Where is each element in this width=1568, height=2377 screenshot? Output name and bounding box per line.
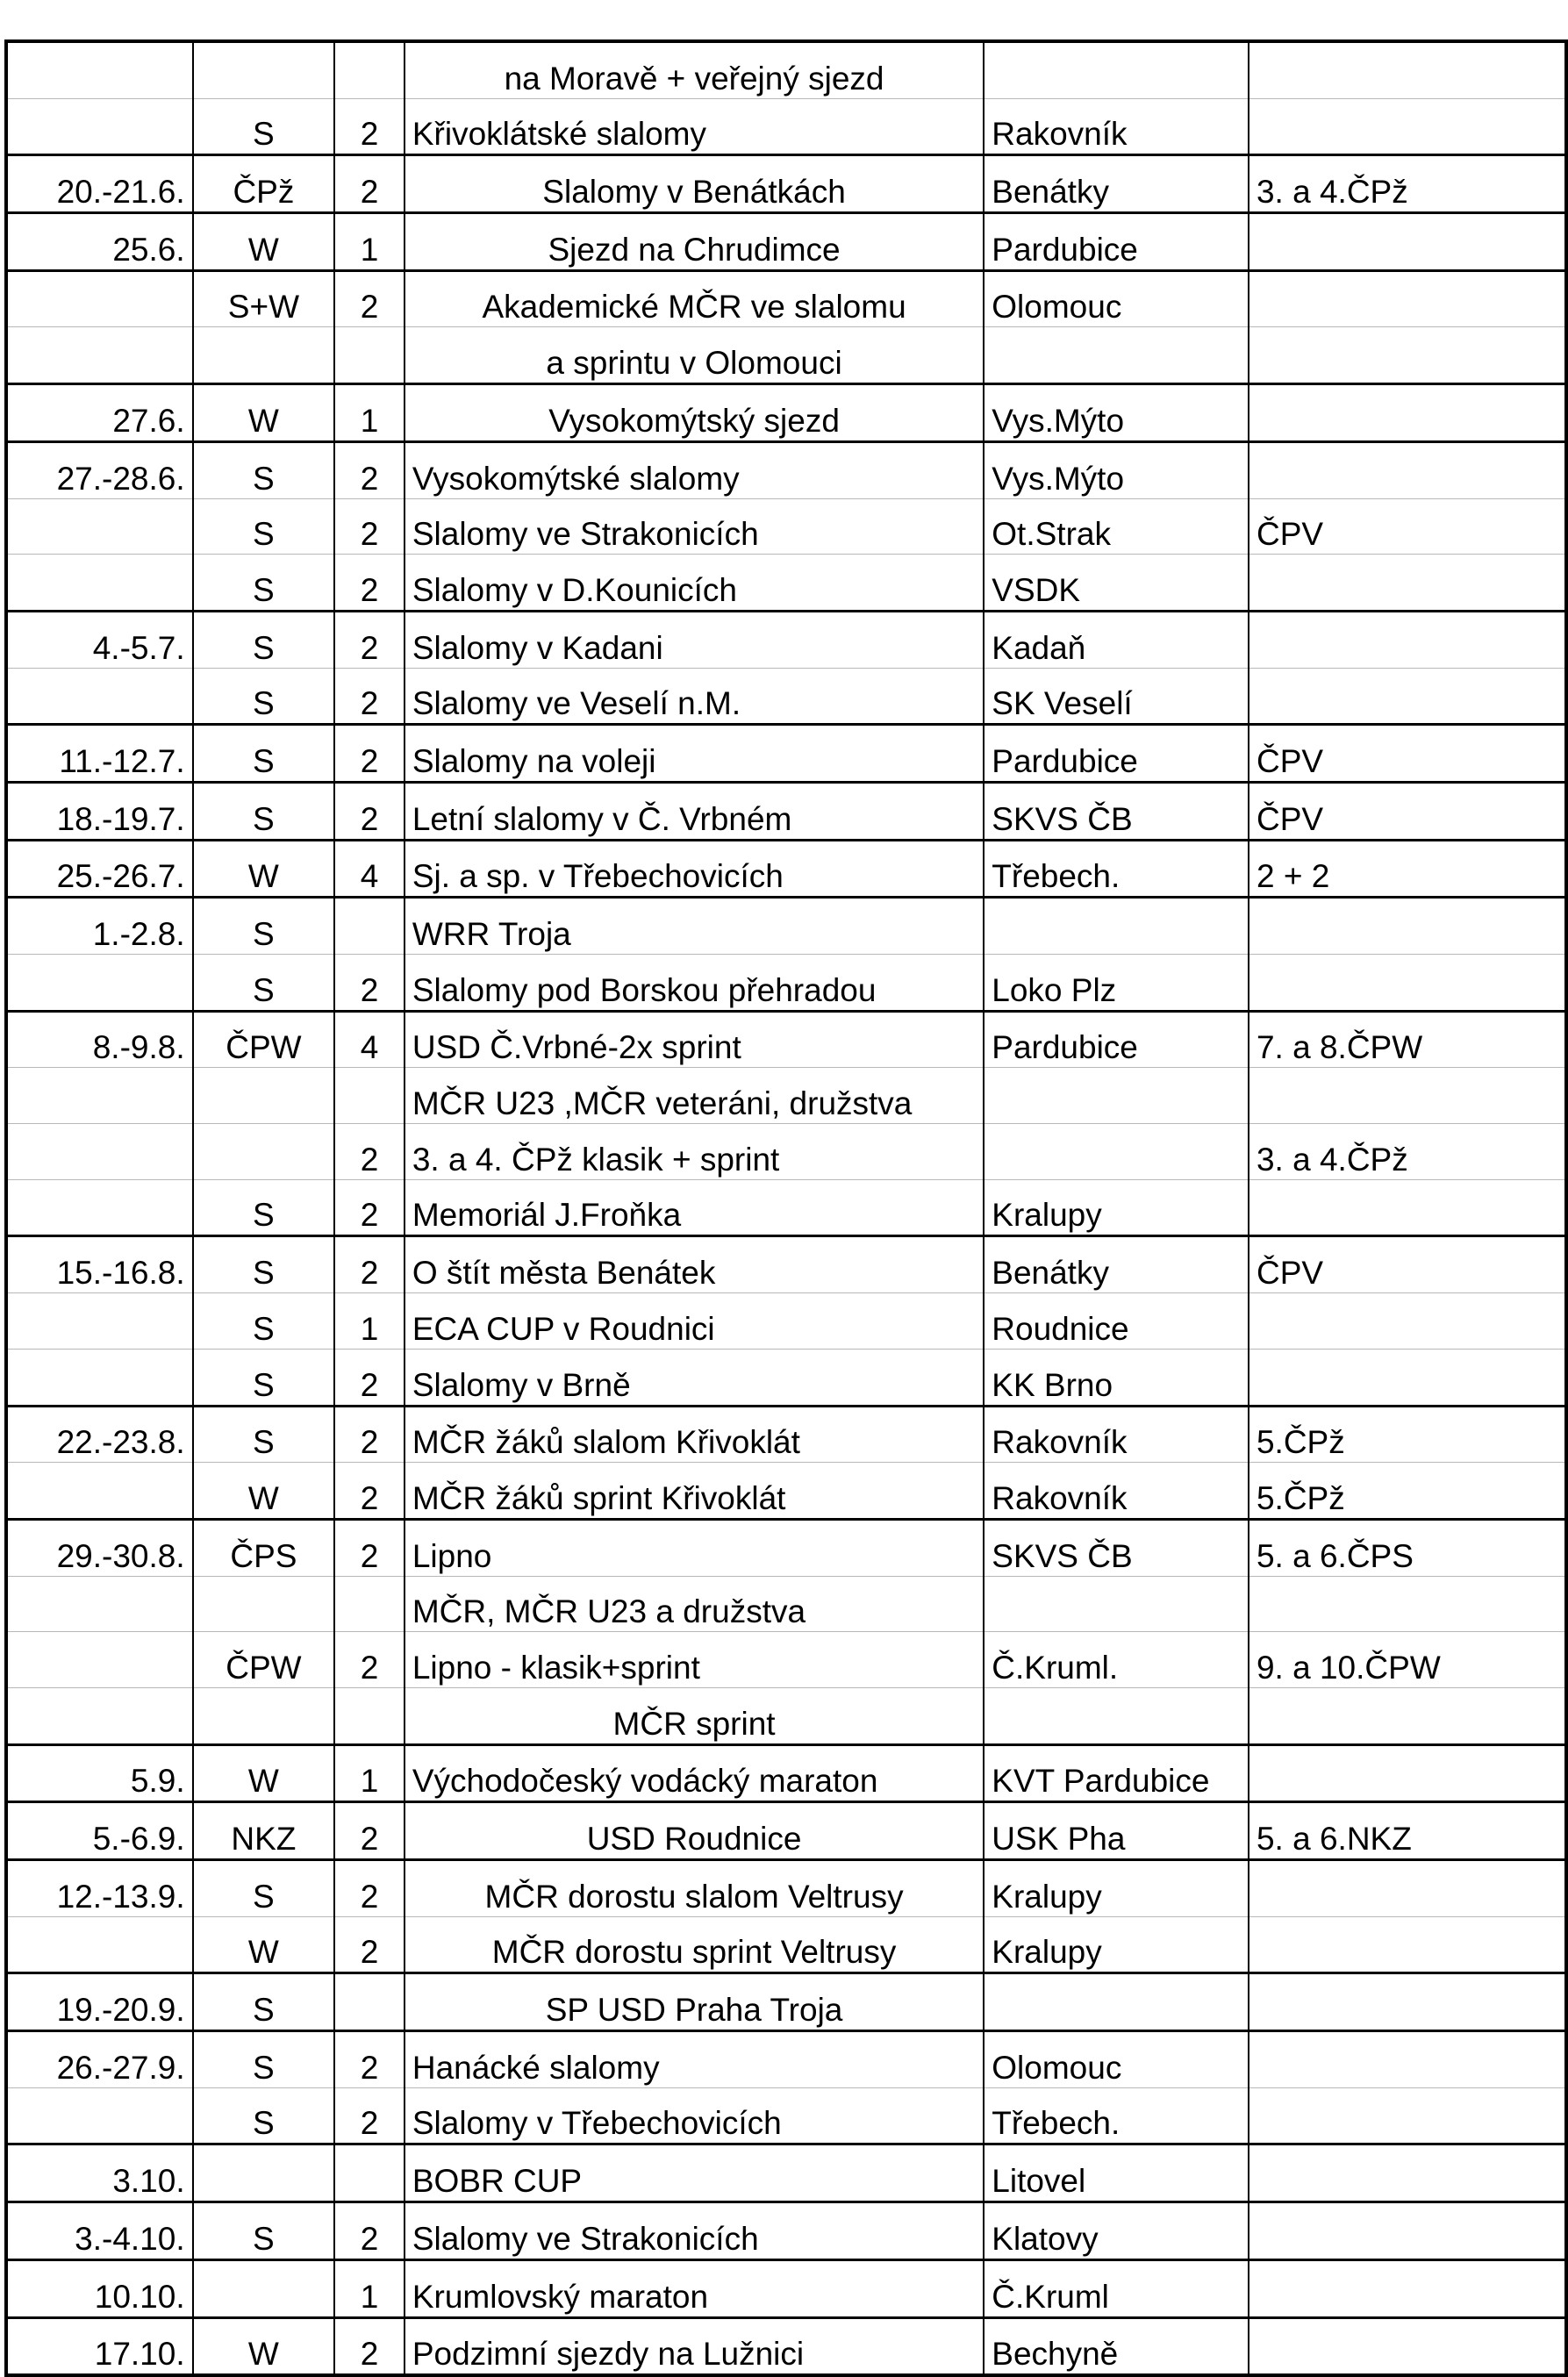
event-name: Slalomy v Benátkách	[405, 155, 984, 213]
event-note	[1249, 668, 1566, 725]
event-days	[334, 1687, 405, 1744]
event-name: USD Č.Vrbné-2x sprint	[405, 1011, 984, 1068]
event-place	[984, 1068, 1249, 1124]
table-row	[6, 955, 1566, 1012]
event-days: 2	[334, 498, 405, 555]
table-row	[6, 1860, 1566, 1917]
event-note	[1249, 611, 1566, 668]
event-place: Kralupy	[984, 1916, 1249, 1973]
event-name: Krumlovský maraton	[405, 2259, 984, 2317]
event-type: S	[193, 441, 335, 498]
event-place	[984, 898, 1249, 955]
event-type	[193, 1687, 335, 1744]
event-name: Slalomy pod Borskou přehradou	[405, 955, 984, 1012]
event-note	[1249, 41, 1566, 98]
event-name: Lipno	[405, 1519, 984, 1576]
event-days: 2	[334, 2087, 405, 2144]
event-type: S	[193, 1973, 335, 2031]
event-place: Třebech.	[984, 840, 1249, 898]
event-type: W	[193, 1916, 335, 1973]
table-row	[6, 898, 1566, 955]
event-date: 25.6.	[6, 213, 193, 271]
table-row	[6, 1916, 1566, 1973]
event-type: S	[193, 898, 335, 955]
event-days: 2	[334, 1860, 405, 1917]
event-type	[193, 1068, 335, 1124]
event-type: S	[193, 498, 335, 555]
event-name: MČR žáků sprint Křivoklát	[405, 1463, 984, 1520]
event-name: Slalomy na voleji	[405, 725, 984, 783]
event-date: 25.-26.7.	[6, 840, 193, 898]
event-name: Akademické MČR ve slalomu	[405, 270, 984, 327]
table-row	[6, 1687, 1566, 1744]
event-place: Č.Kruml	[984, 2259, 1249, 2317]
event-name: WRR Troja	[405, 898, 984, 955]
event-note: ČPV	[1249, 725, 1566, 783]
table-row	[6, 1124, 1566, 1180]
event-place	[984, 327, 1249, 384]
event-place	[984, 1687, 1249, 1744]
event-place: Vys.Mýto	[984, 384, 1249, 442]
table-row	[6, 555, 1566, 612]
event-note: 9. a 10.ČPW	[1249, 1632, 1566, 1688]
event-name: 3. a 4. ČPž klasik + sprint	[405, 1124, 984, 1180]
event-type: W	[193, 384, 335, 442]
event-note	[1249, 2317, 1566, 2375]
event-date: 22.-23.8.	[6, 1406, 193, 1463]
event-note	[1249, 98, 1566, 155]
table-row	[6, 213, 1566, 271]
event-place: Ot.Strak	[984, 498, 1249, 555]
event-date	[6, 1916, 193, 1973]
event-place	[984, 41, 1249, 98]
event-date: 29.-30.8.	[6, 1519, 193, 1576]
event-place: USK Pha	[984, 1802, 1249, 1860]
event-date: 3.10.	[6, 2144, 193, 2202]
event-type: S	[193, 555, 335, 612]
event-type: S	[193, 1236, 335, 1293]
event-days: 2	[334, 1632, 405, 1688]
event-days: 2	[334, 611, 405, 668]
event-place: SKVS ČB	[984, 782, 1249, 840]
event-date: 10.10.	[6, 2259, 193, 2317]
event-date	[6, 1068, 193, 1124]
table-row	[6, 1519, 1566, 1576]
table-row	[6, 441, 1566, 498]
table-row	[6, 1744, 1566, 1802]
event-type: S	[193, 1406, 335, 1463]
event-note	[1249, 384, 1566, 442]
table-row	[6, 327, 1566, 384]
event-name: MČR, MČR U23 a družstva	[405, 1576, 984, 1632]
event-note	[1249, 1973, 1566, 2031]
event-type: S	[193, 1179, 335, 1236]
table-row	[6, 1632, 1566, 1688]
event-date	[6, 2087, 193, 2144]
event-name: Slalomy v Třebechovicích	[405, 2087, 984, 2144]
event-name: Hanácké slalomy	[405, 2031, 984, 2088]
event-type: S	[193, 1293, 335, 1350]
event-days: 2	[334, 782, 405, 840]
event-days: 2	[334, 1236, 405, 1293]
event-place: Kralupy	[984, 1860, 1249, 1917]
event-name: Podzimní sjezdy na Lužnici	[405, 2317, 984, 2375]
event-type: ČPS	[193, 1519, 335, 1576]
event-name: Vysokomýtský sjezd	[405, 384, 984, 442]
event-name: Slalomy v Kadani	[405, 611, 984, 668]
event-date	[6, 668, 193, 725]
event-type	[193, 1576, 335, 1632]
table-row	[6, 1463, 1566, 1520]
event-type: S	[193, 98, 335, 155]
event-type: S	[193, 1860, 335, 1917]
event-name: USD Roudnice	[405, 1802, 984, 1860]
event-date: 11.-12.7.	[6, 725, 193, 783]
event-name: Slalomy v Brně	[405, 1349, 984, 1406]
event-type: S	[193, 2031, 335, 2088]
event-note	[1249, 1179, 1566, 1236]
event-note: ČPV	[1249, 782, 1566, 840]
event-place: Klatovy	[984, 2202, 1249, 2260]
event-date	[6, 1463, 193, 1520]
event-date	[6, 1124, 193, 1180]
event-place: Pardubice	[984, 725, 1249, 783]
event-date: 26.-27.9.	[6, 2031, 193, 2088]
event-note: ČPV	[1249, 498, 1566, 555]
event-days: 2	[334, 155, 405, 213]
event-place: KVT Pardubice	[984, 1744, 1249, 1802]
event-days: 1	[334, 1744, 405, 1802]
event-place: Benátky	[984, 1236, 1249, 1293]
event-days: 2	[334, 2202, 405, 2260]
event-place: Bechyně	[984, 2317, 1249, 2375]
event-name: a sprintu v Olomouci	[405, 327, 984, 384]
event-type: W	[193, 1463, 335, 1520]
event-place	[984, 1124, 1249, 1180]
event-date	[6, 1687, 193, 1744]
event-name: MČR U23 ,MČR veteráni, družstva	[405, 1068, 984, 1124]
event-days: 2	[334, 1179, 405, 1236]
event-days: 2	[334, 1463, 405, 1520]
event-note	[1249, 1293, 1566, 1350]
event-days: 4	[334, 840, 405, 898]
event-place: Č.Kruml.	[984, 1632, 1249, 1688]
table-row	[6, 725, 1566, 783]
event-place: Třebech.	[984, 2087, 1249, 2144]
event-days	[334, 1068, 405, 1124]
table-row	[6, 2144, 1566, 2202]
event-place	[984, 1973, 1249, 2031]
event-type: S	[193, 725, 335, 783]
event-days: 2	[334, 441, 405, 498]
event-note: 5. a 6.NKZ	[1249, 1802, 1566, 1860]
event-name: Memoriál J.Froňka	[405, 1179, 984, 1236]
event-note: 3. a 4.ČPž	[1249, 1124, 1566, 1180]
event-type: W	[193, 1744, 335, 1802]
event-days: 1	[334, 1293, 405, 1350]
event-date	[6, 955, 193, 1012]
event-type	[193, 2144, 335, 2202]
event-note	[1249, 1349, 1566, 1406]
event-date: 1.-2.8.	[6, 898, 193, 955]
event-name: Letní slalomy v Č. Vrbném	[405, 782, 984, 840]
event-days: 1	[334, 2259, 405, 2317]
table-row	[6, 1576, 1566, 1632]
table-row	[6, 1406, 1566, 1463]
event-type: S	[193, 668, 335, 725]
event-note	[1249, 1687, 1566, 1744]
event-note	[1249, 2259, 1566, 2317]
event-place: Olomouc	[984, 270, 1249, 327]
event-days: 2	[334, 555, 405, 612]
event-note	[1249, 441, 1566, 498]
event-note	[1249, 1916, 1566, 1973]
event-note	[1249, 1068, 1566, 1124]
event-note	[1249, 2144, 1566, 2202]
event-note	[1249, 955, 1566, 1012]
table-row	[6, 1802, 1566, 1860]
event-date	[6, 1349, 193, 1406]
event-days: 1	[334, 213, 405, 271]
event-note: ČPV	[1249, 1236, 1566, 1293]
event-date: 27.6.	[6, 384, 193, 442]
event-name: Lipno - klasik+sprint	[405, 1632, 984, 1688]
event-place: Litovel	[984, 2144, 1249, 2202]
event-note: 3. a 4.ČPž	[1249, 155, 1566, 213]
table-row	[6, 1011, 1566, 1068]
event-date	[6, 555, 193, 612]
event-place: Kadaň	[984, 611, 1249, 668]
event-place: Rakovník	[984, 98, 1249, 155]
event-name: SP USD Praha Troja	[405, 1973, 984, 2031]
event-days: 1	[334, 384, 405, 442]
event-type: S	[193, 782, 335, 840]
event-days: 2	[334, 955, 405, 1012]
event-days: 2	[334, 725, 405, 783]
table-row	[6, 1068, 1566, 1124]
event-note: 2 + 2	[1249, 840, 1566, 898]
event-date: 12.-13.9.	[6, 1860, 193, 1917]
event-date: 5.-6.9.	[6, 1802, 193, 1860]
event-note	[1249, 327, 1566, 384]
table-row	[6, 2087, 1566, 2144]
event-date: 3.-4.10.	[6, 2202, 193, 2260]
event-days: 2	[334, 1406, 405, 1463]
table-row	[6, 384, 1566, 442]
event-type: W	[193, 840, 335, 898]
event-days: 2	[334, 668, 405, 725]
event-days: 2	[334, 1802, 405, 1860]
event-type	[193, 1124, 335, 1180]
event-date	[6, 270, 193, 327]
event-name: na Moravě + veřejný sjezd	[405, 41, 984, 98]
table-row	[6, 782, 1566, 840]
event-place: Loko Plz	[984, 955, 1249, 1012]
table-row	[6, 1179, 1566, 1236]
event-date: 17.10.	[6, 2317, 193, 2375]
event-date: 19.-20.9.	[6, 1973, 193, 2031]
table-row	[6, 2317, 1566, 2375]
event-type	[193, 327, 335, 384]
table-row	[6, 2202, 1566, 2260]
event-days: 2	[334, 98, 405, 155]
table-row	[6, 498, 1566, 555]
event-date: 18.-19.7.	[6, 782, 193, 840]
event-place: Benátky	[984, 155, 1249, 213]
event-name: MČR žáků slalom Křivoklát	[405, 1406, 984, 1463]
event-name: MČR dorostu sprint Veltrusy	[405, 1916, 984, 1973]
event-place: Pardubice	[984, 213, 1249, 271]
event-date	[6, 98, 193, 155]
event-note	[1249, 555, 1566, 612]
event-date: 8.-9.8.	[6, 1011, 193, 1068]
event-type: S	[193, 2087, 335, 2144]
table-row	[6, 668, 1566, 725]
table-row	[6, 1349, 1566, 1406]
event-days	[334, 41, 405, 98]
event-name: ECA CUP v Roudnici	[405, 1293, 984, 1350]
table-row	[6, 270, 1566, 327]
event-days	[334, 1576, 405, 1632]
event-name: Sj. a sp. v Třebechovicích	[405, 840, 984, 898]
event-name: Východočeský vodácký maraton	[405, 1744, 984, 1802]
event-note	[1249, 213, 1566, 271]
event-place: Roudnice	[984, 1293, 1249, 1350]
event-date: 4.-5.7.	[6, 611, 193, 668]
event-days: 2	[334, 1519, 405, 1576]
event-place: Rakovník	[984, 1406, 1249, 1463]
event-name: BOBR CUP	[405, 2144, 984, 2202]
event-type: S	[193, 955, 335, 1012]
event-date: 27.-28.6.	[6, 441, 193, 498]
event-place: Vys.Mýto	[984, 441, 1249, 498]
event-date	[6, 498, 193, 555]
event-note	[1249, 898, 1566, 955]
table-row	[6, 840, 1566, 898]
event-name: Sjezd na Chrudimce	[405, 213, 984, 271]
event-days: 2	[334, 1349, 405, 1406]
event-place: Pardubice	[984, 1011, 1249, 1068]
event-note: 5. a 6.ČPS	[1249, 1519, 1566, 1576]
event-note	[1249, 1860, 1566, 1917]
table-row	[6, 41, 1566, 98]
event-place: KK Brno	[984, 1349, 1249, 1406]
event-days: 2	[334, 2031, 405, 2088]
event-date	[6, 1179, 193, 1236]
event-note: 5.ČPž	[1249, 1463, 1566, 1520]
event-place: Rakovník	[984, 1463, 1249, 1520]
event-date	[6, 327, 193, 384]
event-type	[193, 2259, 335, 2317]
event-place: SKVS ČB	[984, 1519, 1249, 1576]
event-name: Vysokomýtské slalomy	[405, 441, 984, 498]
event-date: 20.-21.6.	[6, 155, 193, 213]
event-type: ČPW	[193, 1632, 335, 1688]
event-type	[193, 41, 335, 98]
event-days: 2	[334, 270, 405, 327]
event-type: W	[193, 2317, 335, 2375]
event-name: Křivoklátské slalomy	[405, 98, 984, 155]
event-type: ČPž	[193, 155, 335, 213]
event-days: 2	[334, 1124, 405, 1180]
event-note: 7. a 8.ČPW	[1249, 1011, 1566, 1068]
event-name: Slalomy v D.Kounicích	[405, 555, 984, 612]
event-note	[1249, 2031, 1566, 2088]
event-note: 5.ČPž	[1249, 1406, 1566, 1463]
event-type: S	[193, 611, 335, 668]
event-name: Slalomy ve Strakonicích	[405, 2202, 984, 2260]
event-note	[1249, 1744, 1566, 1802]
table-row	[6, 155, 1566, 213]
table-row	[6, 2259, 1566, 2317]
event-place	[984, 1576, 1249, 1632]
event-place: Kralupy	[984, 1179, 1249, 1236]
event-type: ČPW	[193, 1011, 335, 1068]
event-type: S+W	[193, 270, 335, 327]
table-row	[6, 1973, 1566, 2031]
table-row	[6, 98, 1566, 155]
event-days: 2	[334, 1916, 405, 1973]
event-name: MČR dorostu slalom Veltrusy	[405, 1860, 984, 1917]
event-name: O štít města Benátek	[405, 1236, 984, 1293]
event-date: 5.9.	[6, 1744, 193, 1802]
event-type: S	[193, 1349, 335, 1406]
event-date	[6, 1632, 193, 1688]
event-name: Slalomy ve Veselí n.M.	[405, 668, 984, 725]
event-days	[334, 327, 405, 384]
event-note	[1249, 2087, 1566, 2144]
event-place: Olomouc	[984, 2031, 1249, 2088]
event-type: S	[193, 2202, 335, 2260]
event-date	[6, 1293, 193, 1350]
table-row	[6, 611, 1566, 668]
event-calendar-table	[4, 39, 1568, 2377]
event-note	[1249, 2202, 1566, 2260]
event-date	[6, 41, 193, 98]
event-days	[334, 2144, 405, 2202]
event-note	[1249, 1576, 1566, 1632]
event-date: 15.-16.8.	[6, 1236, 193, 1293]
table-row	[6, 2031, 1566, 2088]
event-date	[6, 1576, 193, 1632]
event-place: SK Veselí	[984, 668, 1249, 725]
table-body	[6, 41, 1566, 2375]
event-days	[334, 898, 405, 955]
event-type: W	[193, 213, 335, 271]
event-note	[1249, 270, 1566, 327]
event-days: 2	[334, 2317, 405, 2375]
event-place: VSDK	[984, 555, 1249, 612]
event-days: 4	[334, 1011, 405, 1068]
event-days	[334, 1973, 405, 2031]
table-row	[6, 1293, 1566, 1350]
event-name: Slalomy ve Strakonicích	[405, 498, 984, 555]
table-row	[6, 1236, 1566, 1293]
event-name: MČR sprint	[405, 1687, 984, 1744]
event-type: NKZ	[193, 1802, 335, 1860]
